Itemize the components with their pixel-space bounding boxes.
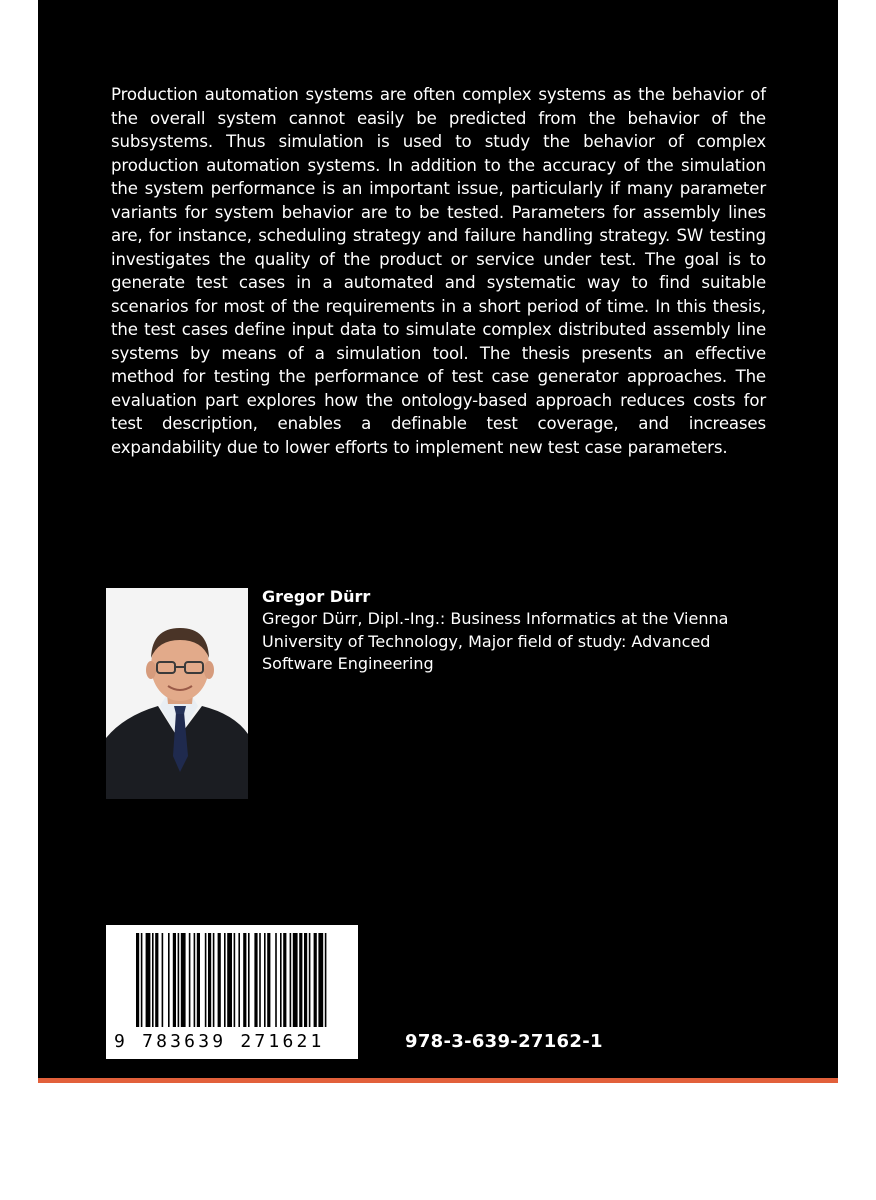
barcode-bar [168,933,170,1027]
barcode-bar [208,933,211,1027]
barcode-bar [275,933,277,1027]
barcode-bar [290,933,292,1027]
barcode [106,925,358,1059]
barcode-bar [299,933,302,1027]
barcode-bar [146,933,151,1027]
barcode-bar [254,933,257,1027]
barcode-bar [238,933,240,1027]
barcode-bar [136,933,139,1027]
barcode-bar [304,933,307,1027]
barcode-bar [293,933,298,1027]
barcode-bar [189,933,191,1027]
book-description: Production automation systems are often complex systems as the behavior of the overall system cannot easily be predicted from the behavior of the subsystems. Thus simulation is used to study the behavior of complex production automation systems. In addition to the accuracy of the simulation the system performance is an important issue, particularly if many parameter variants for system behavior are to be tested. Parameters for assembly lines are, for instance, scheduling strategy and failure handling strategy. SW testing investigates the quality of the product or service under test. The goal is to generate test cases in a automated and systematic way to find suitable scenarios for most of the requirements in a short period of time. In this thesis, the test cases define input data to simulate complex distributed assembly line systems by means of a simulation tool. The thesis presents an effective method for testing the performance of test case generator approaches. The evaluation part explores how the ontology-based approach reduces costs for test description, enables a definable test coverage, and increases expandability due to lower efforts to implement new test case parameters. [111,85,766,457]
barcode-bar [243,933,246,1027]
barcode-bar [173,933,176,1027]
barcode-bar [314,933,317,1027]
barcode-bar [197,933,200,1027]
author-bio: Gregor Dürr, Dipl.-Ing.: Business Informatics at the Vienna University of Technology, Major field of study: Advanced Software Engineering [262,609,729,673]
barcode-bar [264,933,266,1027]
barcode-bar [205,933,207,1027]
bottom-accent-rule [38,1078,838,1083]
barcode-bar [141,933,143,1027]
isbn: 978-3-639-27162-1 [405,1031,603,1052]
barcode-bar [325,933,327,1027]
barcode-bar [318,933,323,1027]
barcode-bar [227,933,232,1027]
barcode-icon [106,925,358,1059]
barcode-bar [259,933,261,1027]
author-photo [106,588,248,799]
barcode-bar [234,933,236,1027]
barcode-bar [224,933,226,1027]
barcode-bar [155,933,158,1027]
barcode-bar [162,933,164,1027]
barcode-bar [181,933,186,1027]
barcode-bar [309,933,311,1027]
barcode-bar [267,933,270,1027]
barcode-bar [280,933,282,1027]
barcode-bar [283,933,286,1027]
barcode-digits: 9 783639 271621 [114,1031,325,1052]
barcode-bar [152,933,154,1027]
author-name: Gregor Dürr [262,587,371,606]
barcode-bar [218,933,221,1027]
barcode-bar [194,933,196,1027]
barcode-bar [178,933,180,1027]
barcode-bar [248,933,250,1027]
barcode-bar [213,933,215,1027]
author-portrait-icon [106,588,248,799]
